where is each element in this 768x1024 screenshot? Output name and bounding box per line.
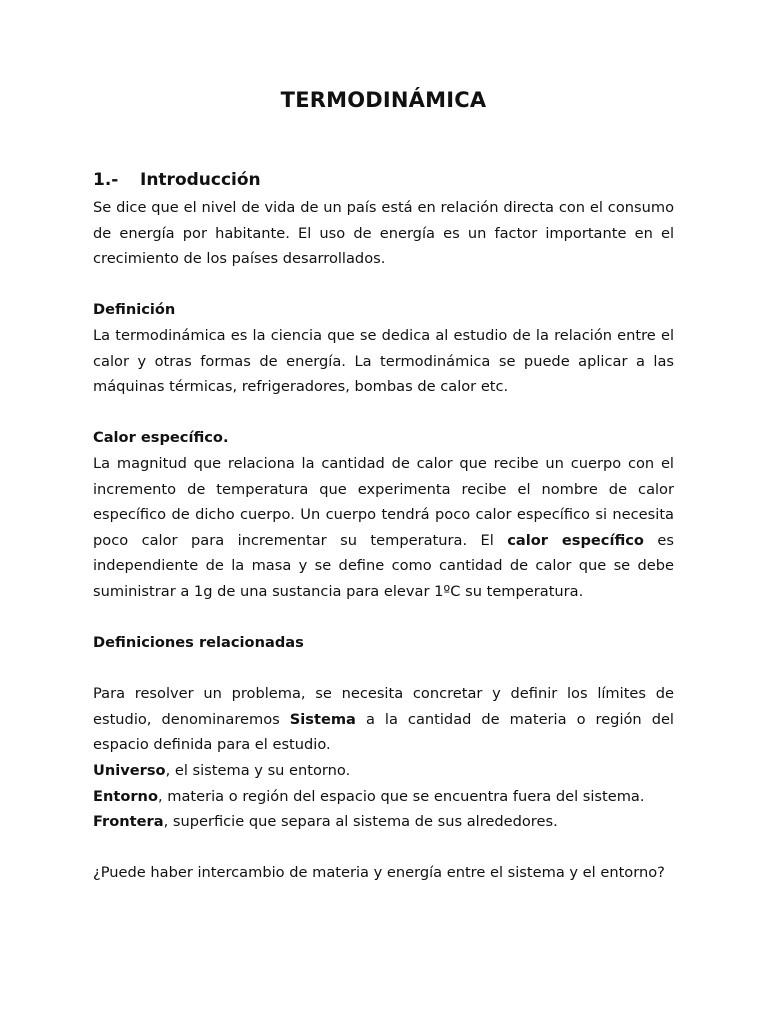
sistema-paragraph [93,681,674,758]
definicion-heading: Definición [93,301,176,319]
question-paragraph: ¿Puede haber intercambio de materia y energía entre el sistema y el entorno? [93,864,665,882]
section-number: 1.- [93,170,119,190]
definiciones-relacionadas-heading: Definiciones relacionadas [93,634,304,652]
entorno-term: Entorno [93,787,158,805]
calor-especifico-bold: calor específico [507,531,644,549]
sistema-text-before: Para resolver un problema, se necesita concretar y definir los límites de estudio, denominaremos [93,685,674,728]
calor-text-after: es independiente de la masa y se define como cantidad de calor que se debe suministrar a 1g de una sustancia para elevar 1ºC su temperatura. [93,531,674,600]
paragraph-spacer [93,656,674,682]
paragraph-spacer [93,400,674,426]
entorno-definition: , materia o región del espacio que se encuentra fuera del sistema. [157,787,645,805]
paragraph-spacer [93,272,674,298]
paragraph-spacer [93,605,674,631]
sistema-term: Sistema [289,710,356,728]
calor-especifico-heading: Calor específico. [93,429,229,447]
definicion-paragraph: La termodinámica es la ciencia que se dedica al estudio de la relación entre el calor y otras formas de energía. La termodinámica se puede aplicar a las máquinas térmicas, refrigeradores, bombas de calor etc. [93,326,674,396]
entorno-paragraph [93,784,674,810]
paragraph-spacer [93,835,674,861]
frontera-term: Frontera [93,813,164,831]
frontera-definition: , superficie que separa al sistema de sus alrededores. [163,813,558,831]
section-heading-introduccion [93,169,261,191]
universo-term: Universo [93,762,166,780]
section-title: Introducción [140,170,261,190]
calor-especifico-paragraph [93,451,674,605]
frontera-paragraph [93,809,674,835]
universo-definition: , el sistema y su entorno. [165,762,351,780]
document-title: TERMODINÁMICA [280,88,487,112]
universo-paragraph [93,758,674,784]
document-body [93,195,674,886]
calor-text-before: La magnitud que relaciona la cantidad de calor que recibe un cuerpo con el incremento de temperatura que experimenta recibe el nombre de calor específico de dicho cuerpo. Un cuerpo tendrá poco calor específico si necesita poco calor para incrementar su temperatura. El [93,454,674,549]
sistema-text-after: a la cantidad de materia o región del espacio definida para el estudio. [93,710,674,754]
intro-paragraph: Se dice que el nivel de vida de un país está en relación directa con el consumo de energía por habitante. El uso de energía es un factor importante en el crecimiento de los países desarrollados. [93,199,674,268]
